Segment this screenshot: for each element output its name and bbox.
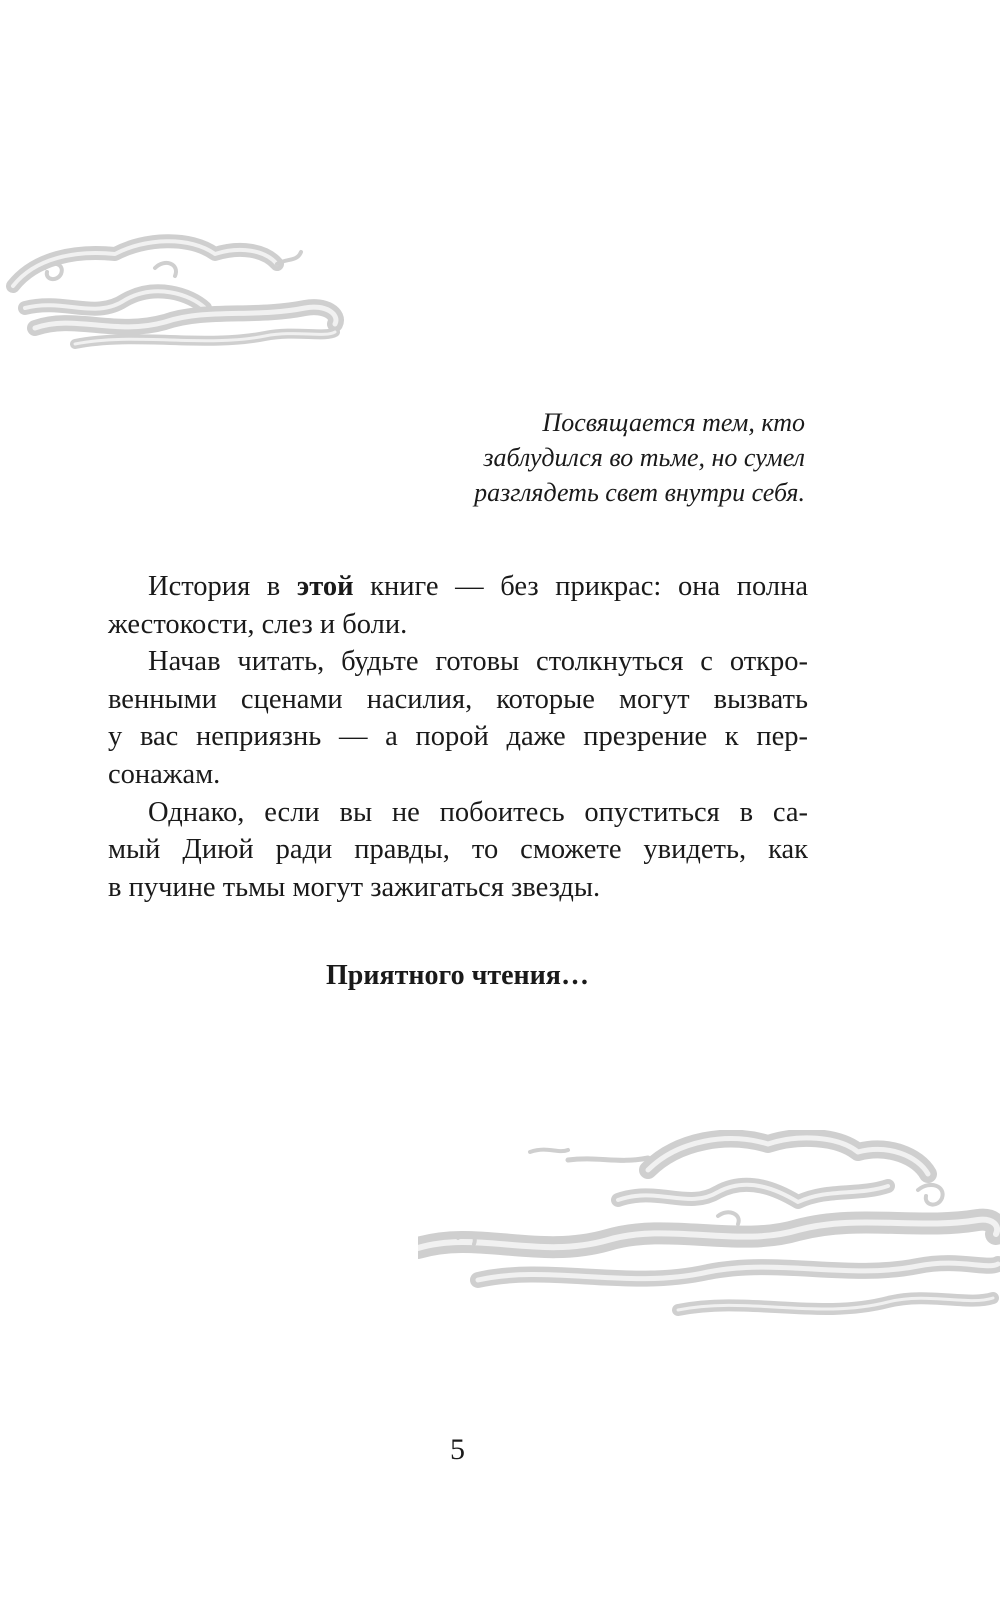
paragraph-1-line-2: жестокости, слез и боли. [108,608,408,640]
page-number: 5 [450,1433,465,1466]
dedication [385,405,805,510]
paragraph-1-text: История в [148,571,297,602]
closing-line: Приятного чтения… [326,960,589,991]
paragraph-3-line-3: в пучине тьмы могут зажигаться звезды. [108,871,601,903]
cloud-ornament-top-icon [5,228,350,352]
paragraph-2-line-4: сонажам. [108,758,221,790]
emphasis-word: этой [296,571,354,602]
paragraph-2-line-3: у вас неприязнь — а порой даже презрение к пер- [108,721,808,753]
paragraph-2-line-2: венными сценами насилия, которые могут вызвать [108,683,808,715]
dedication-line-3: разглядеть свет внутри себя. [474,478,805,507]
paragraph-3-line-1: Однако, если вы не побоитесь опуститься в са- [148,796,808,828]
foreword-text [108,568,808,906]
paragraph-1-line-1 [108,568,808,606]
dedication-line-2: заблудился во тьме, но сумел [483,443,805,472]
paragraph-3-line-2: мый Диюй ради правды, то сможете увидеть, как [108,834,808,866]
paragraph-1-text: книге — без прикрас: она полна [353,571,808,602]
cloud-ornament-bottom-icon [418,1130,1000,1340]
paragraph-2-line-1: Начав читать, будьте готовы столкнуться с откро- [148,646,808,678]
dedication-line-1: Посвящается тем, кто [542,408,805,437]
